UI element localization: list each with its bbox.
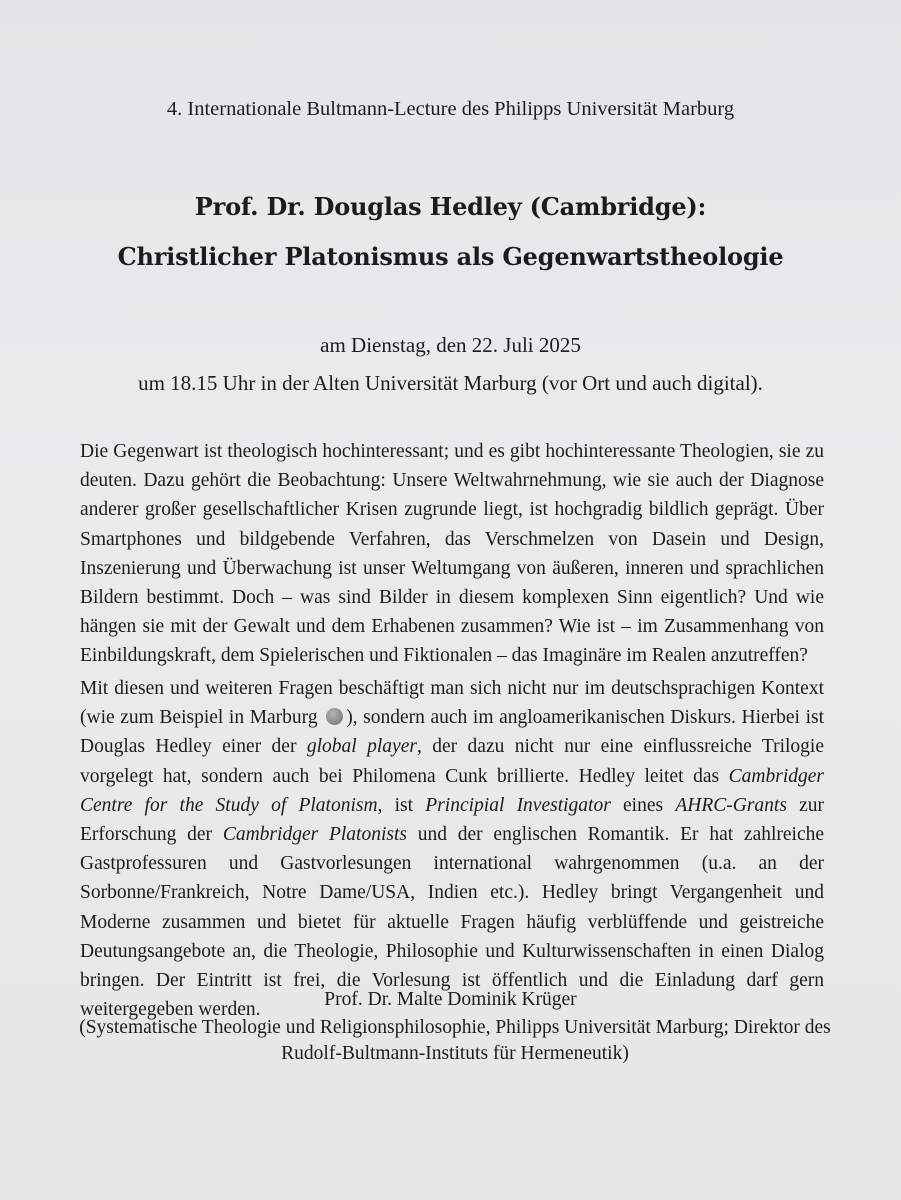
speaker-paragraph (80, 674, 824, 1024)
paragraph-text: , ist (377, 794, 414, 816)
intro-paragraph: Die Gegenwart ist theologisch hochinteressant; und es gibt hochinteressante Theologien, sie zu deuten. Dazu gehört die Beobachtung: Unsere Weltwahrnehmung, wie sie auch der Diagnose anderer großer gesellschaftlicher Krisen zugrunde liegt, ist hochgradig bildlich geprägt. Über Smartphones und bildgebende Verfahren, das Verschmelzen von Dasein und Design, Inszenierung und Überwachung ist unser Weltumgang von äußeren, inneren und sprachlichen Bildern bestimmt. Doch – was sind Bilder in diesem komplexen Sinn eigentlich? Und wie hängen sie mit der Gewalt und dem Erhabenen zusammen? Wie ist – im Zusammenhang von Einbildungskraft, dem Spielerischen und Fiktionalen – das Imaginäre im Realen anzutreffen? (80, 441, 824, 667)
speaker-title: Prof. Dr. Douglas Hedley (Cambridge): (194, 192, 707, 221)
lecture-title: Christlicher Platonismus als Gegenwartstheologie (117, 242, 784, 271)
paragraph-text: , der dazu nicht nur eine einflussreiche Trilogie vorgelegt hat, sondern auch bei Philomena Cunk brillierte. Hedley leitet das (80, 736, 824, 787)
lecture-series-subtitle: 4. Internationale Bultmann-Lecture des Philipps Universität Marburg (166, 98, 735, 120)
italic-term: Cambridger Platonists (222, 824, 407, 846)
smiling-face-emoji-icon (326, 708, 343, 725)
paragraph-text: zur Erforschung der (80, 794, 825, 846)
signer-affiliation: (Systematische Theologie und Religionsphilosophie, Philipps Universität Marburg; Direktor des Rudolf-Bultmann-Instituts für Hermeneutik) (79, 1017, 831, 1064)
italic-term: Principial Investigator (425, 794, 611, 816)
italic-term: global player (306, 736, 417, 758)
italic-term: Cambridger Centre for the Study of Platonism (80, 765, 824, 816)
paragraph-text: und der englischen Romantik. Er hat zahlreiche Gastprofessuren und Gastvorlesungen international wahrgenommen (u.a. an der Sorbonne/Frankreich, Notre Dame/USA, Indien etc.). Hedley bringt Vergangenheit und Moderne zusammen und bietet für aktuelle Fragen häufig verblüffende und geistreiche Deutungsangebote an, die Theologie, Philosophie und Kulturwissenschaften in einen Dialog bringen. Der Eintritt ist frei, die Vorlesung ist öffentlich und die Einladung darf gern weitergegeben werden. (80, 824, 825, 1021)
event-time-place: um 18.15 Uhr in der Alten Universität Marburg (vor Ort und auch digital). (138, 371, 763, 395)
signer-name: Prof. Dr. Malte Dominik Krüger (324, 989, 577, 1010)
paragraph-text: Mit diesen und weiteren Fragen beschäftigt man sich nicht nur im deutschsprachigen Kontext (wie zum Beispiel in Marburg (80, 678, 824, 729)
italic-term: AHRC-Grants (675, 794, 787, 816)
paragraph-text: eines (623, 794, 664, 816)
event-date: am Dienstag, den 22. Juli 2025 (320, 333, 581, 357)
paragraph-text: ), sondern auch im angloamerikanischen Diskurs. Hierbei ist Douglas Hedley einer der (80, 707, 824, 758)
